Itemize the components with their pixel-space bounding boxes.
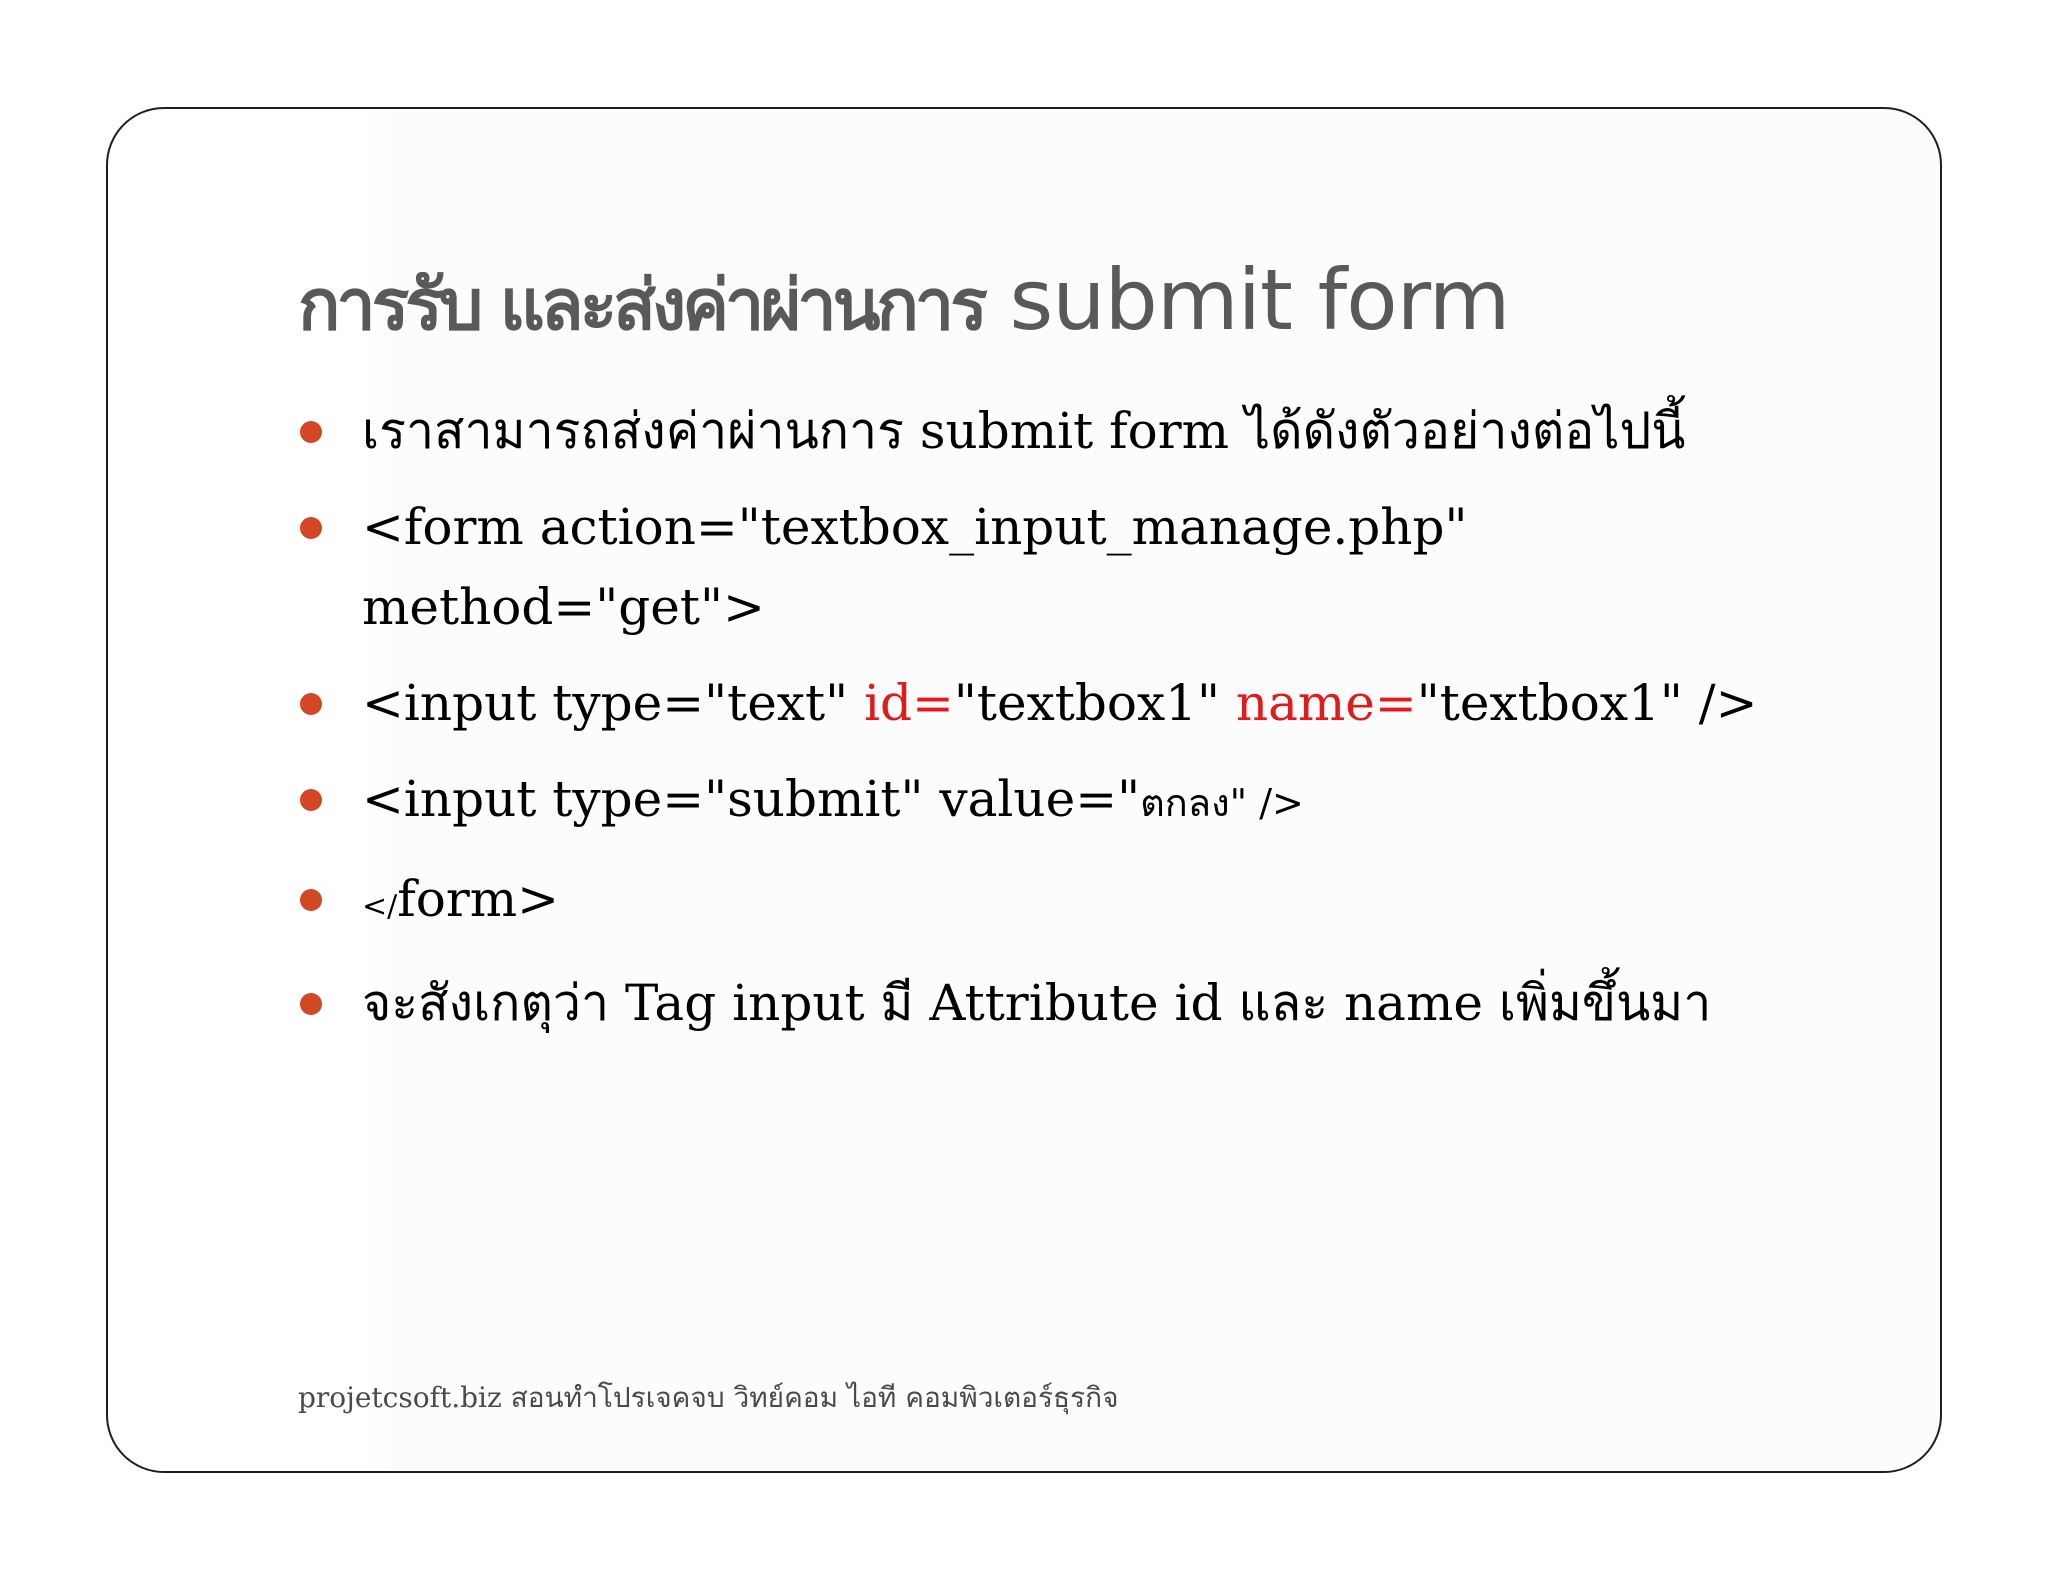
code-text: "textbox1" [953, 674, 1236, 732]
bullet-item [298, 663, 1858, 743]
bullet-item [298, 487, 1512, 647]
bullet-text: จะสังเกตุว่า Tag input มี Attribute id และ name เพิ่มขึ้นมา [362, 974, 1712, 1032]
code-text: <input type="text" [362, 674, 864, 732]
slide-footer: projetcsoft.biz สอนทำโปรเจคจบ วิทย์คอม ไอที คอมพิวเตอร์ธุรกิจ [298, 1381, 1119, 1414]
bullet-item [298, 759, 1858, 843]
code-text: "textbox1" /> [1416, 674, 1758, 732]
slide-title-thai: การรับ และส่งค่าผ่านการ [298, 264, 984, 346]
slide [106, 107, 1942, 1473]
code-text: form> [397, 870, 560, 928]
bullet-text: <form action="textbox_input_manage.php" method="get"> [362, 498, 1468, 636]
code-attr-highlight: id= [863, 674, 954, 732]
code-text: <input type="submit" value=" [362, 770, 1141, 828]
bullet-dot-icon [300, 517, 322, 539]
bullet-dot-icon [300, 993, 322, 1015]
code-text-small: ตกลง" /> [1140, 781, 1304, 825]
bullet-item [298, 963, 1858, 1043]
bullet-dot-icon [300, 789, 322, 811]
code-text-small: </ [362, 889, 398, 924]
bullet-dot-icon [300, 421, 322, 443]
bullet-text: เราสามารถส่งค่าผ่านการ submit form ได้ดังตัวอย่างต่อไปนี้ [362, 402, 1686, 460]
bullet-dot-icon [300, 889, 322, 911]
code-attr-highlight: name= [1235, 674, 1417, 732]
bullet-list [298, 391, 1858, 1059]
slide-title-english: submit form [1009, 251, 1510, 349]
slide-title [298, 249, 1509, 360]
bullet-item [298, 859, 1858, 947]
bullet-item [298, 391, 1858, 471]
bullet-dot-icon [300, 693, 322, 715]
